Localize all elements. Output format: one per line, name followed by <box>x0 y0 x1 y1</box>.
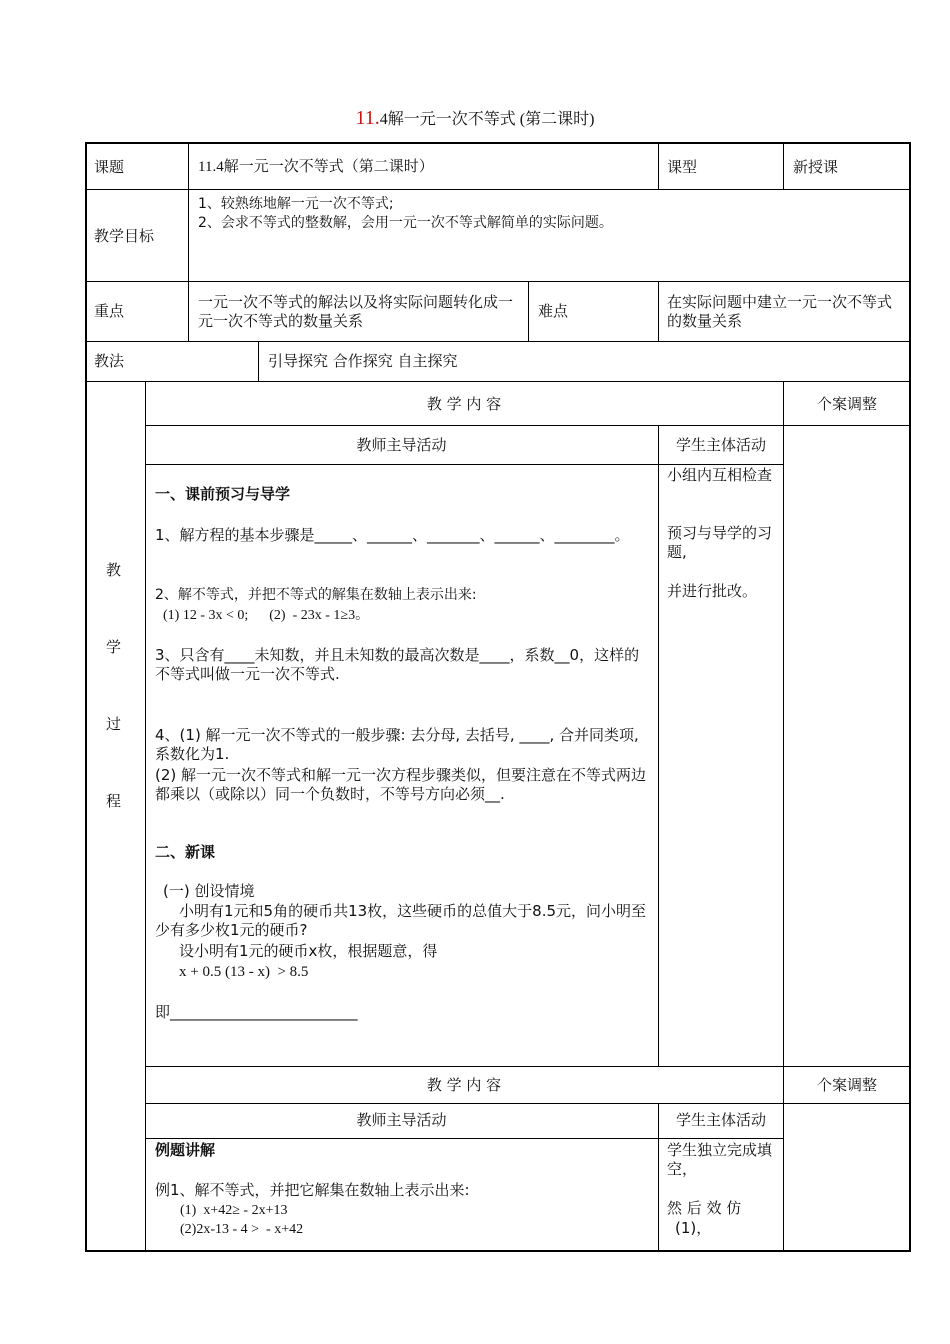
teacher-activity-header: 教师主导活动 <box>356 436 447 454</box>
student-activity-header-2: 学生主体活动 <box>675 1111 766 1129</box>
student-note: 并进行批改。 <box>667 582 758 600</box>
situation-setup: 设小明有1元的硬币x枚，根据题意，得 <box>179 942 438 960</box>
key-point-label: 重点 <box>94 302 125 320</box>
question-3: 3、只含有____未知数，并且未知数的最高次数是____，系数__0，这样的不等式叫做一元一次不等式. <box>155 646 640 683</box>
goal-item: 1、较熟练地解一元一次不等式; <box>198 196 394 212</box>
teacher-activity-header-2: 教师主导活动 <box>356 1111 447 1129</box>
student-note-2: (1)， <box>675 1219 712 1237</box>
situation-inequality: x + 0.5 (13 - x) > 8.5 <box>179 964 309 980</box>
method-label: 教法 <box>94 352 125 370</box>
topic-label: 课题 <box>94 158 125 176</box>
section-preview-title: 一、课前预习与导学 <box>155 485 291 503</box>
process-label-char: 学 <box>106 638 122 656</box>
method-value: 引导探究 合作探究 自主探究 <box>268 352 458 370</box>
student-note-2: 学生独立完成填空， <box>667 1141 773 1178</box>
difficulty-value: 在实际问题中建立一元一次不等式的数量关系 <box>667 293 893 330</box>
example-title: 例题讲解 <box>155 1141 216 1159</box>
title-text: 4解一元一次不等式 (第二课时) <box>379 111 595 128</box>
student-note: 预习与导学的习题, <box>667 524 773 561</box>
situation-problem: 小明有1元和5角的硬币共13枚，这些硬币的总值大于8.5元，问小明至少有多少枚1元的硬币? <box>155 902 647 939</box>
adjust-header-2: 个案调整 <box>816 1076 877 1094</box>
question-2: 2、解不等式，并把不等式的解集在数轴上表示出来: <box>155 587 477 603</box>
student-note-2: 然 后 效 仿 <box>667 1199 742 1217</box>
process-label-char: 程 <box>106 792 122 810</box>
student-activity-header: 学生主体活动 <box>675 436 766 454</box>
example-1b: (2)2x-13 - 4 > - x+42 <box>180 1222 304 1237</box>
section-new-lesson-title: 二、新课 <box>155 843 216 861</box>
lesson-type-value: 新授课 <box>793 158 839 176</box>
lesson-type-label: 课型 <box>667 158 698 176</box>
question-4b: (2) 解一元一次不等式和解一元一次方程步骤类似，但要注意在不等式两边都乘以（或除以）同一个负数时，不等号方向必须__. <box>155 766 647 803</box>
question-4a: 4、(1) 解一元一次不等式的一般步骤: 去分母, 去括号, ____, 合并同类项, 系数化为1. <box>155 726 639 763</box>
goal-list <box>198 195 898 233</box>
example-1: 例1、解不等式，并把它解集在数轴上表示出来: <box>155 1181 470 1199</box>
title-number: 11. <box>355 107 380 129</box>
example-1a: (1) x+42≥ - 2x+13 <box>180 1203 288 1218</box>
content-header-2: 教 学 内 容 <box>426 1076 502 1094</box>
difficulty-label: 难点 <box>538 302 569 320</box>
document-title <box>0 106 950 130</box>
goal-item: 2、会求不等式的整数解，会用一元一次不等式解简单的实际问题。 <box>198 215 613 231</box>
goal-label: 教学目标 <box>94 227 155 245</box>
subsection-situation: (一) 创设情境 <box>163 882 255 900</box>
process-label-char: 教 <box>106 561 122 579</box>
adjust-header: 个案调整 <box>816 395 877 413</box>
situation-result: 即_________________________ <box>155 1003 358 1021</box>
content-header: 教 学 内 容 <box>426 395 502 413</box>
key-point-value: 一元一次不等式的解法以及将实际问题转化成一元一次不等式的数量关系 <box>198 293 514 330</box>
student-note: 小组内互相检查 <box>667 466 773 484</box>
question-1: 1、解方程的基本步骤是_____、______、_______、______、________。 <box>155 526 630 544</box>
question-2-parts: (1) 12 - 3x < 0; (2) - 23x - 1≥3。 <box>163 608 370 623</box>
topic-value: 11.4解一元一次不等式（第二课时） <box>198 159 434 175</box>
process-label-char: 过 <box>106 715 122 733</box>
